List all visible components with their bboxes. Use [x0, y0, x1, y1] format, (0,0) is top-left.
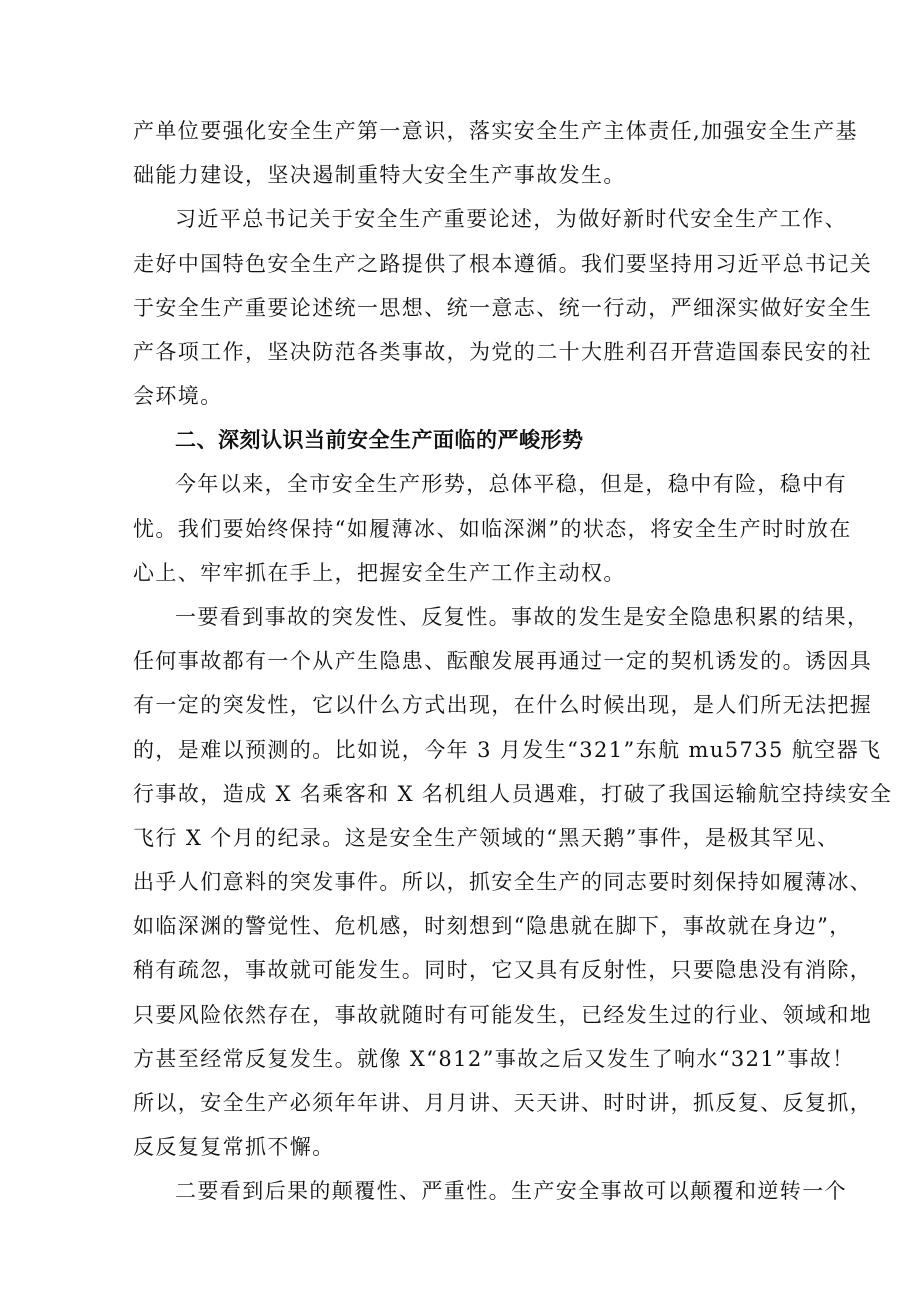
- body-text-line: 的，是难以预测的。比如说，今年 3 月发生“321”东航 mu5735 航空器飞: [133, 738, 882, 762]
- paragraph-first-line: 二要看到后果的颠覆性、严重性。生产安全事故可以颠覆和逆转一个: [175, 1179, 847, 1203]
- body-text-line: 有一定的突发性，它以什么方式出现，在什么时候出现，是人们所无法把握: [133, 693, 873, 717]
- body-text-line: 础能力建设，坚决遏制重特大安全生产事故发生。: [133, 163, 626, 187]
- body-text-line: 方甚至经常反复发生。就像 X“812”事故之后又发生了响水“321”事故！: [133, 1047, 855, 1071]
- body-text-line: 产单位要强化安全生产第一意识，落实安全生产主体责任,加强安全生产基: [133, 119, 858, 143]
- body-text-line: 会环境。: [133, 384, 223, 408]
- body-text-line: 反反复复常抓不懈。: [133, 1135, 335, 1159]
- paragraph-first-line: 一要看到事故的突发性、反复性。事故的发生是安全隐患积累的结果，: [175, 605, 870, 629]
- body-text-line: 如临深渊的警觉性、危机感，时刻想到“隐患就在脚下，事故就在身边”，: [133, 914, 852, 938]
- body-text-line: 产各项工作，坚决防范各类事故，为党的二十大胜利召开营造国泰民安的社: [133, 340, 873, 364]
- paragraph-first-line: 习近平总书记关于安全生产重要论述，为做好新时代安全生产工作、: [175, 207, 847, 231]
- body-text-line: 行事故，造成 X 名乘客和 X 名机组人员遇难，打破了我国运输航空持续安全: [133, 782, 893, 806]
- section-heading: 二、深刻认识当前安全生产面临的严峻形势: [175, 428, 584, 452]
- body-text-line: 于安全生产重要论述统一思想、统一意志、统一行动，严细深实做好安全生: [133, 296, 873, 320]
- body-text-line: 心上、牢牢抓在手上，把握安全生产工作主动权。: [133, 561, 626, 585]
- body-text-line: 稍有疏忽，事故就可能发生。同时，它又具有反射性，只要隐患没有消除，: [133, 958, 873, 982]
- body-text-line: 所以，安全生产必须年年讲、月月讲、天天讲、时时讲，抓反复、反复抓，: [133, 1091, 873, 1115]
- body-text-line: 飞行 X 个月的纪录。这是安全生产领域的“黑天鹅”事件，是极其罕见、: [133, 826, 840, 850]
- body-text-line: 走好中国特色安全生产之路提供了根本遵循。我们要坚持用习近平总书记关: [133, 252, 873, 276]
- body-text-line: 忧。我们要始终保持“如履薄冰、如临深渊”的状态，将安全生产时时放在: [133, 517, 852, 541]
- body-text-line: 出乎人们意料的突发事件。所以，抓安全生产的同志要时刻保持如履薄冰、: [133, 870, 873, 894]
- body-text-line: 任何事故都有一个从产生隐患、酝酿发展再通过一定的契机诱发的。诱因具: [133, 649, 873, 673]
- paragraph-first-line: 今年以来，全市安全生产形势，总体平稳，但是，稳中有险，稳中有: [175, 472, 847, 496]
- body-text-line: 只要风险依然存在，事故就随时有可能发生，已经发生过的行业、领域和地: [133, 1003, 873, 1027]
